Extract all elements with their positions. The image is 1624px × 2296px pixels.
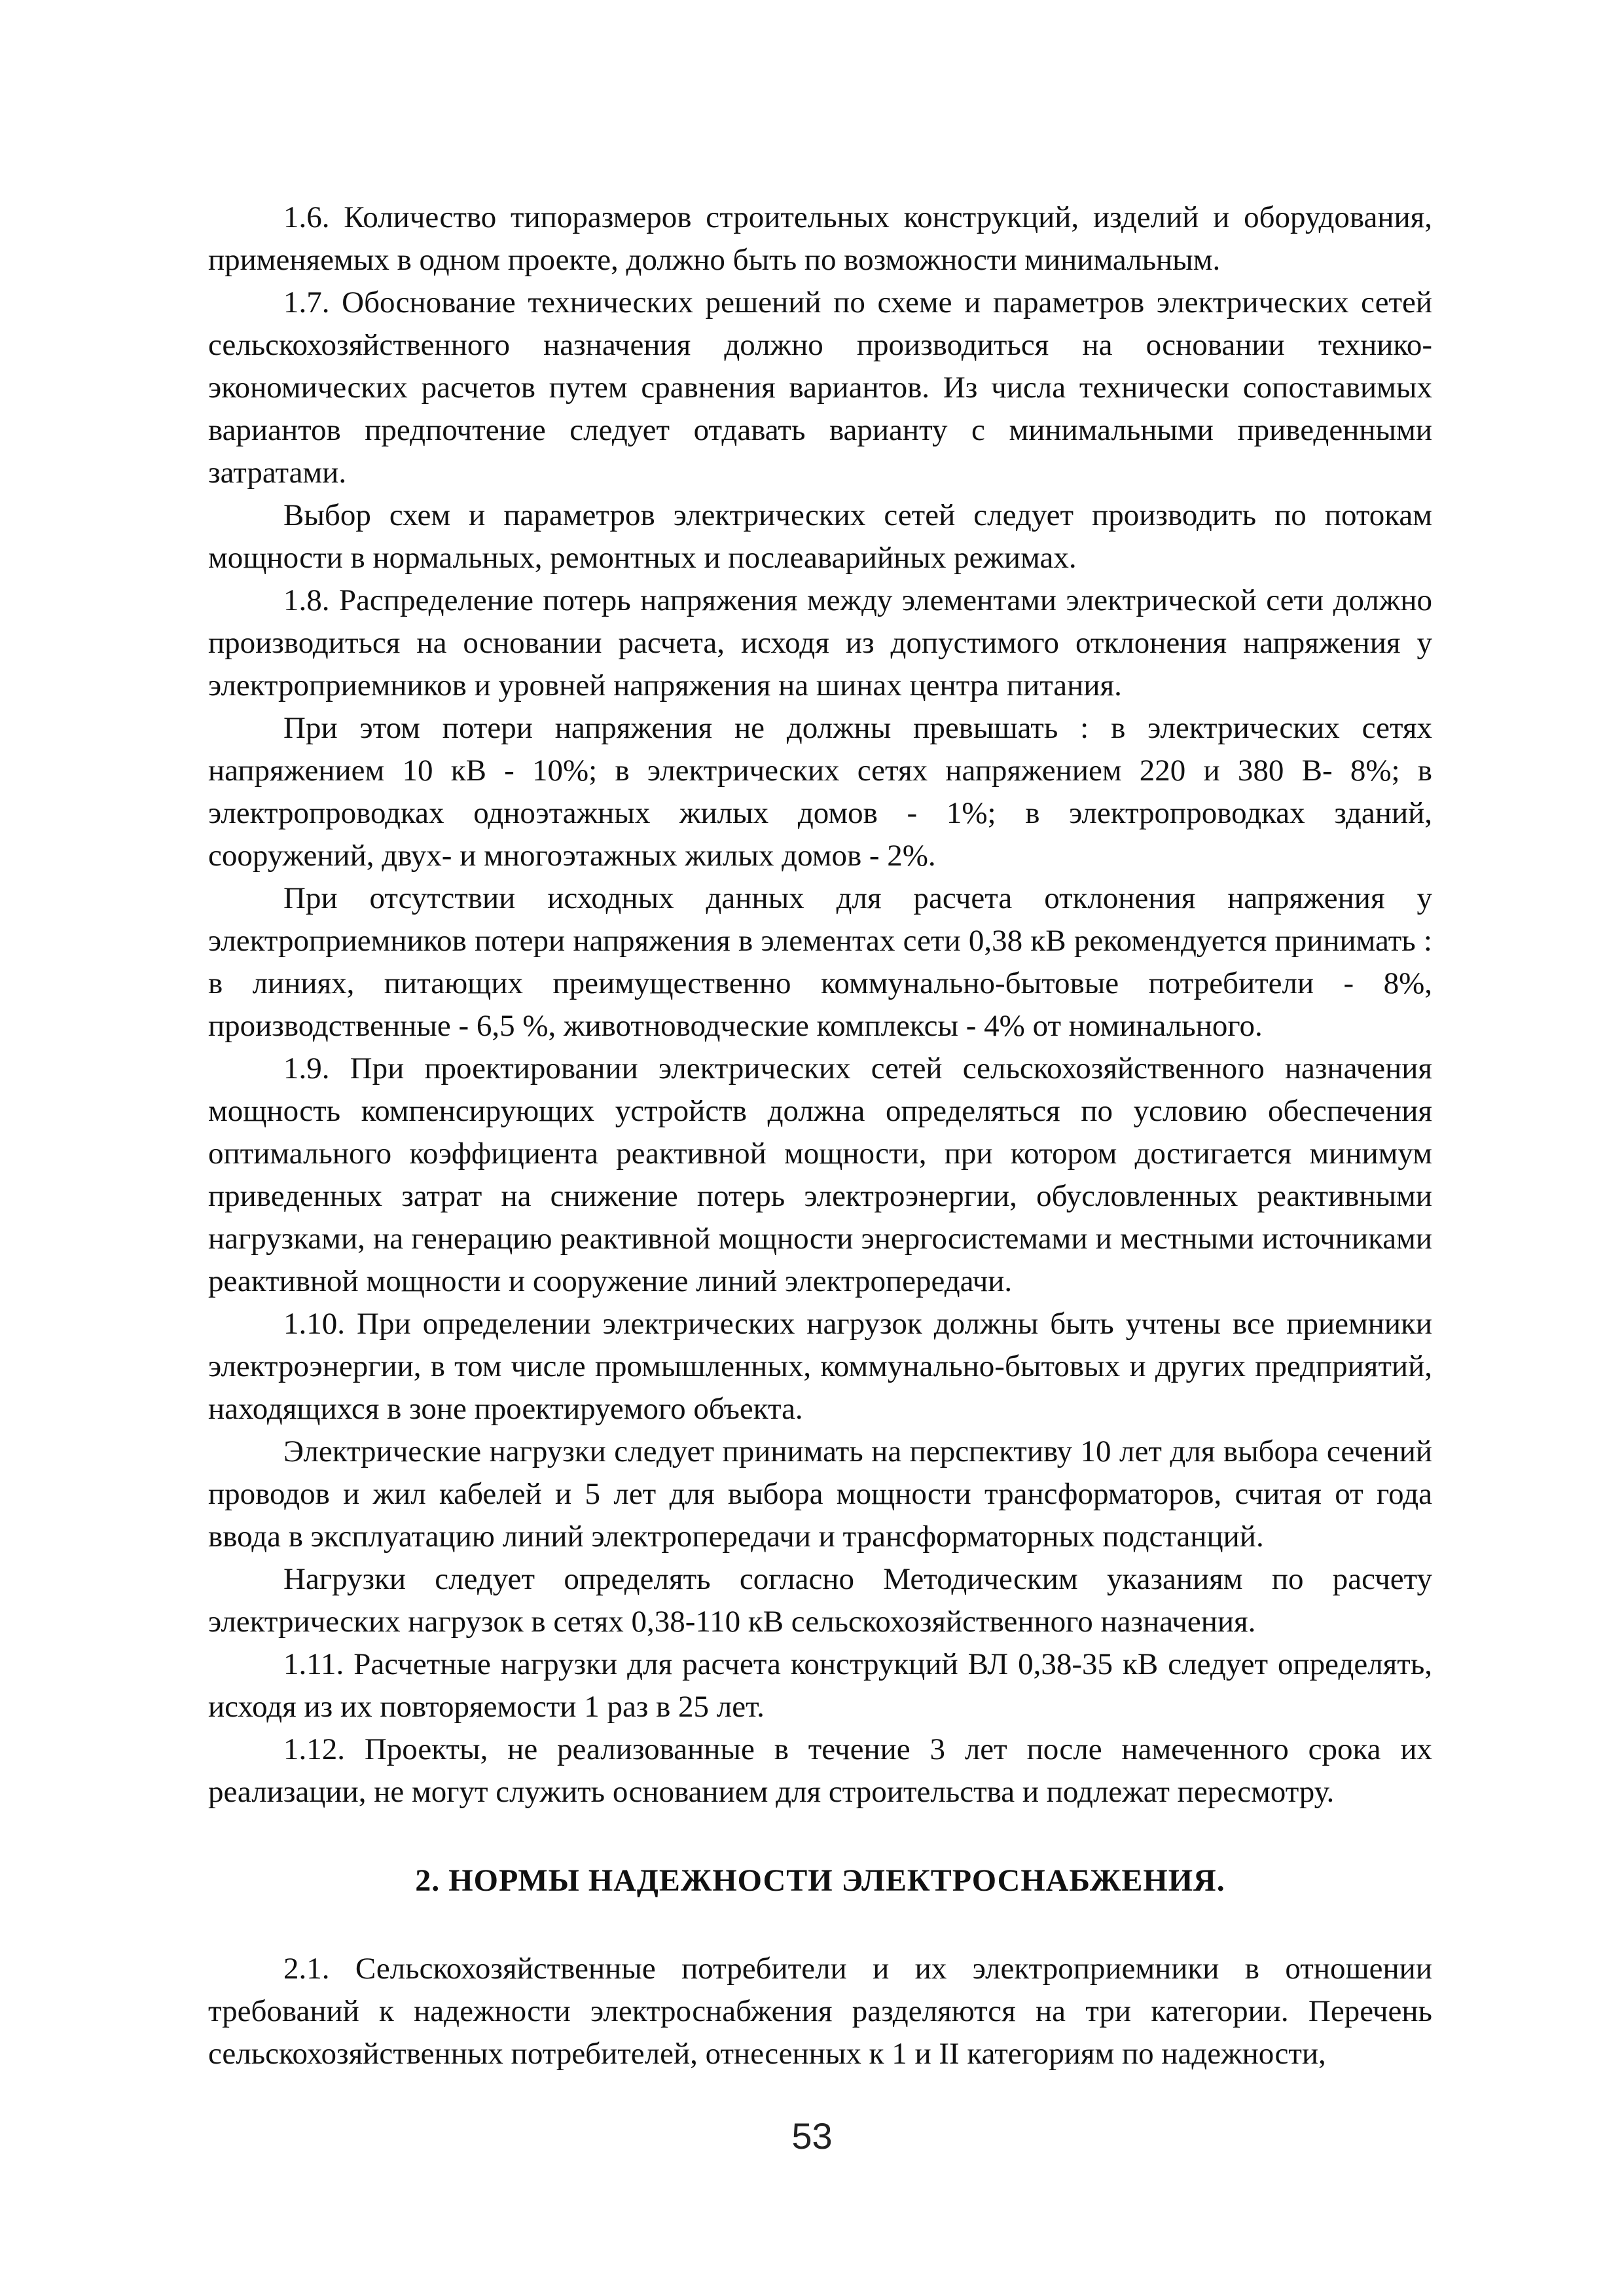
paragraph-1-8-no-data: При отсутствии исходных данных для расчета отклонения напряжения у электроприемников потери напряжения в элементах сети 0,38 кВ рекомендуется принимать : в линиях, питающих преимущественно коммунально-бытовые потребители - 8%, производственные - 6,5 %, животноводческие комплексы - 4% от номинального. <box>208 881 1432 1043</box>
paragraph-1-7-schemes: Выбор схем и параметров электрических сетей следует производить по потокам мощности в нормальных, ремонтных и послеаварийных режимах. <box>208 498 1432 575</box>
document-page <box>208 196 1432 2075</box>
paragraph-1-9: 1.9. При проектировании электрических сетей сельскохозяйственного назначения мощность компенсирующих устройств должна определяться по условию обеспечения оптимального коэффициента реактивной мощности, при котором достигается минимум приведенных затрат на снижение потерь электроэнергии, обусловленных реактивными нагрузками, на генерацию реактивной мощности энергосистемами и местными источниками реактивной мощности и сооружение линий электропередачи. <box>208 1051 1432 1298</box>
paragraph-1-10-method: Нагрузки следует определять согласно Методическим указаниям по расчету электрических нагрузок в сетях 0,38-110 кВ сельскохозяйственного назначения. <box>208 1562 1432 1639</box>
paragraph-1-8-losses: При этом потери напряжения не должны превышать : в электрических сетях напряжением 10 кВ - 10%; в электрических сетях напряжением 220 и 380 В- 8%; в электропроводках одноэтажных жилых домов - 1%; в электропроводках зданий, сооружений, двух- и многоэтажных жилых домов - 2%. <box>208 711 1432 873</box>
section-heading: 2. НОРМЫ НАДЕЖНОСТИ ЭЛЕКТРОСНАБЖЕНИЯ. <box>415 1863 1225 1898</box>
paragraph-1-12: 1.12. Проекты, не реализованные в течение 3 лет после намеченного срока их реализации, не могут служить основанием для строительства и подлежат пересмотру. <box>208 1732 1432 1809</box>
paragraph-2-1: 2.1. Сельскохозяйственные потребители и их электроприемники в отношении требований к надежности электроснабжения разделяются на три категории. Перечень сельскохозяйственных потребителей, отнесенных к 1 и II категориям по надежности, <box>208 1952 1432 2071</box>
paragraph-1-6: 1.6. Количество типоразмеров строительных конструкций, изделий и оборудования, применяемых в одном проекте, должно быть по возможности минимальным. <box>208 200 1432 277</box>
page-number: 53 <box>791 2115 833 2157</box>
paragraph-1-10-loads: Электрические нагрузки следует принимать на перспективу 10 лет для выбора сечений проводов и жил кабелей и 5 лет для выбора мощности трансформаторов, считая от года ввода в эксплуатацию линий электропередачи и трансформаторных подстанций. <box>208 1434 1432 1554</box>
paragraph-1-11: 1.11. Расчетные нагрузки для расчета конструкций ВЛ 0,38-35 кВ следует определять, исходя из их повторяемости 1 раз в 25 лет. <box>208 1647 1432 1724</box>
paragraph-1-10: 1.10. При определении электрических нагрузок должны быть учтены все приемники электроэнергии, в том числе промышленных, коммунально-бытовых и других предприятий, находящихся в зоне проектируемого объекта. <box>208 1307 1432 1426</box>
paragraph-1-7: 1.7. Обоснование технических решений по схеме и параметров электрических сетей сельскохозяйственного назначения должно производиться на основании технико-экономических расчетов путем сравнения вариантов. Из числа технически сопоставимых вариантов предпочтение следует отдавать варианту с минимальными приведенными затратами. <box>208 285 1432 490</box>
paragraph-1-8: 1.8. Распределение потерь напряжения между элементами электрической сети должно производиться на основании расчета, исходя из допустимого отклонения напряжения у электроприемников и уровней напряжения на шинах центра питания. <box>208 583 1432 702</box>
